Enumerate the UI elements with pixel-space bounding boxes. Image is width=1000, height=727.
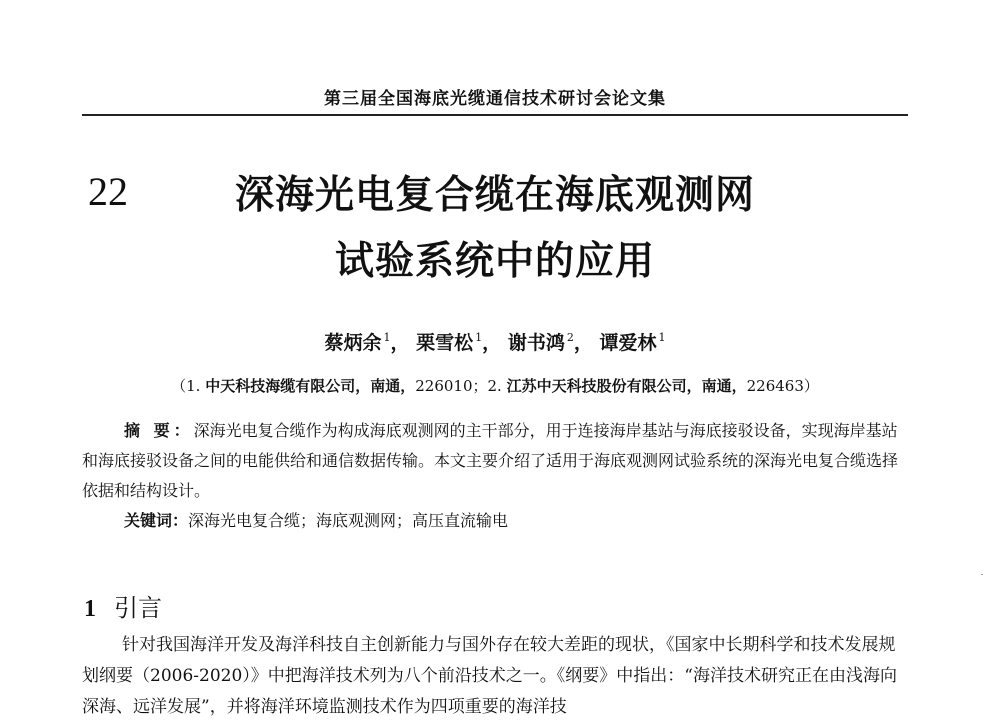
section-title: 引言 xyxy=(114,594,162,622)
author-separator: ， xyxy=(573,332,593,354)
postal-code-1: 226010；2. xyxy=(415,377,502,395)
section-heading xyxy=(84,588,162,623)
title-line-2: 试验系统中的应用 xyxy=(334,238,655,284)
abstract-label: 摘 要： xyxy=(124,421,194,440)
chapter-number: 22 xyxy=(88,169,128,214)
author-list xyxy=(82,328,908,355)
author-name: 蔡炳余 xyxy=(324,332,382,354)
affiliation-1: 中天科技海缆有限公司，南通， xyxy=(205,377,416,395)
author-affiliation-mark: 2 xyxy=(566,331,574,344)
author xyxy=(599,332,665,354)
scan-speck xyxy=(981,574,983,575)
author xyxy=(416,332,501,354)
author-name: 谢书鸿 xyxy=(507,332,565,354)
author-affiliation-mark: 1 xyxy=(658,331,666,344)
abstract-text: 深海光电复合缆作为构成海底观测网的主干部分，用于连接海岸基站与海底接驳设备，实现海岸基站和海底接驳设备之间的电能供给和通信数据传输。本文主要介绍了适用于海底观测网试验系统的深海光电复合缆选择依据和结构设计。 xyxy=(82,421,899,500)
author-affiliation-mark: 1 xyxy=(383,331,391,344)
postal-code-2: 226463） xyxy=(746,377,819,395)
header-rule xyxy=(82,114,908,116)
author xyxy=(508,332,593,354)
keywords-label: 关键词： xyxy=(124,511,189,530)
author-name: 栗雪松 xyxy=(416,332,474,354)
section-number: 1 xyxy=(84,596,96,622)
body-paragraph: 针对我国海洋开发及海洋科技自主创新能力与国外存在较大差距的现状，《国家中长期科学和技术发展规划纲要（2006-2020）》中把海洋技术列为八个前沿技术之一。《纲要》中指出：“海洋技术研究正在由浅海向深海、远洋发展”，并将海洋环境监测技术作为四项重要的海洋技 xyxy=(82,635,897,717)
running-head: 第三届全国海底光缆通信技术研讨会论文集 xyxy=(324,89,666,109)
affiliations xyxy=(82,375,908,396)
paper-title xyxy=(150,162,840,294)
affiliation-open: （1. xyxy=(171,377,201,395)
keywords-text: 深海光电复合缆；海底观测网；高压直流输电 xyxy=(188,511,509,530)
author-affiliation-mark: 1 xyxy=(475,331,483,344)
author-separator: ， xyxy=(482,332,502,354)
author-separator: ， xyxy=(390,332,410,354)
affiliation-2: 江苏中天科技股份有限公司，南通， xyxy=(506,377,747,395)
title-line-1: 深海光电复合缆在海底观测网 xyxy=(234,172,755,218)
author-name: 谭爱林 xyxy=(599,332,657,354)
author xyxy=(325,332,410,354)
abstract xyxy=(82,416,908,506)
keywords xyxy=(124,508,904,531)
